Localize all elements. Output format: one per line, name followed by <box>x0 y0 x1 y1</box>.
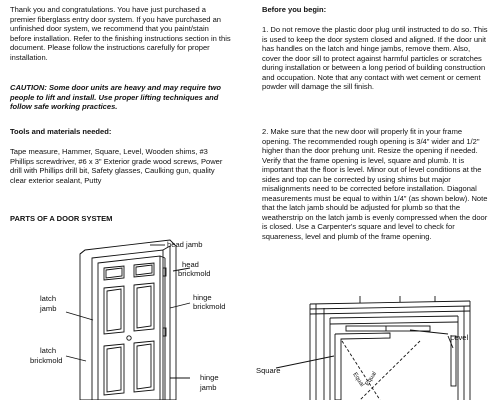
label-latch-jamb-line1: latch <box>40 294 57 303</box>
label-hinge-jamb-line1: hinge <box>200 373 219 382</box>
frame-opening-diagram <box>250 296 495 400</box>
label-latch-jamb-line2: jamb <box>40 304 57 313</box>
door-parts-diagram <box>0 228 240 400</box>
caution-paragraph: CAUTION: Some door units are heavy and may require two people to lift and install. Use proper lifting techniques and follow safe working practices. <box>10 83 221 112</box>
label-equal-left: Equal <box>351 371 365 388</box>
step-2-paragraph: 2. Make sure that the new door will properly fit in your frame opening. The recommended rough opening is 3/4" wider and 1/2" higher than the door prehung unit. Resize the opening if needed. Verify that the frame opening is level, square and plumb. It is important that the floor is level. Minor out of level conditions at the sides and top can be corrected by using shims but major misalignments need to be corrected before installation. Diagonal measurements must be equal to within 1/4" (as shown below). Note that the latch jamb should be adjusted for plumb so that the weatherstrip on the latch jamb is evenly compressed when the door is closed. Use a Carpenter's square and level to check for squareness, level and plumb of the frame opening. <box>262 127 488 242</box>
label-hinge-brickmold-line2: brickmold <box>193 302 226 311</box>
tools-list: Tape measure, Hammer, Square, Level, Wooden shims, #3 Phillips screwdriver, #6 x 3" Exterior grade wood screws, Power drill with Phillips drill bit, Safety glasses, Caulking gun, quality clear exterior sealant, Putty <box>10 147 223 185</box>
label-square: Square <box>256 366 281 375</box>
label-equal-right: Equal <box>364 370 379 388</box>
brickmold-frame <box>80 240 176 400</box>
parts-heading: PARTS OF A DOOR SYSTEM <box>10 214 113 223</box>
label-head-brickmold-line1: head <box>182 260 199 269</box>
label-hinge-jamb-line2: jamb <box>200 383 217 392</box>
label-latch-brickmold-line2: brickmold <box>30 356 63 365</box>
door-knob <box>127 336 131 340</box>
level-tool <box>346 326 430 331</box>
before-heading: Before you begin: <box>262 5 327 14</box>
label-latch-brickmold-line1: latch <box>40 346 57 355</box>
step-1-paragraph: 1. Do not remove the plastic door plug until instructed to do so. This is used to keep the door system closed and aligned. If the door unit has handles on the latch and hinge jambs, remove them. Also, cover the door sill to protect against harmful particles or scratches during installation or between a long period of building construction and occupation. Note that any contact with wet cement or cement powder will damage the sill finish. <box>262 25 488 92</box>
intro-paragraph: Thank you and congratulations. You have just purchased a premier fiberglass entry door system. If you have purchased an unfinished door system, we recommend that you paint/stain before installation. Refer to the finishing instructions section in this document. Please follow the instructions carefully for proper installation. <box>10 5 231 62</box>
label-head-brickmold-line2: brickmold <box>178 269 211 278</box>
tools-heading: Tools and materials needed: <box>10 127 112 136</box>
label-head-jamb: head jamb <box>167 240 203 249</box>
label-hinge-brickmold-line1: hinge <box>193 293 212 302</box>
label-level: Level <box>450 333 469 342</box>
